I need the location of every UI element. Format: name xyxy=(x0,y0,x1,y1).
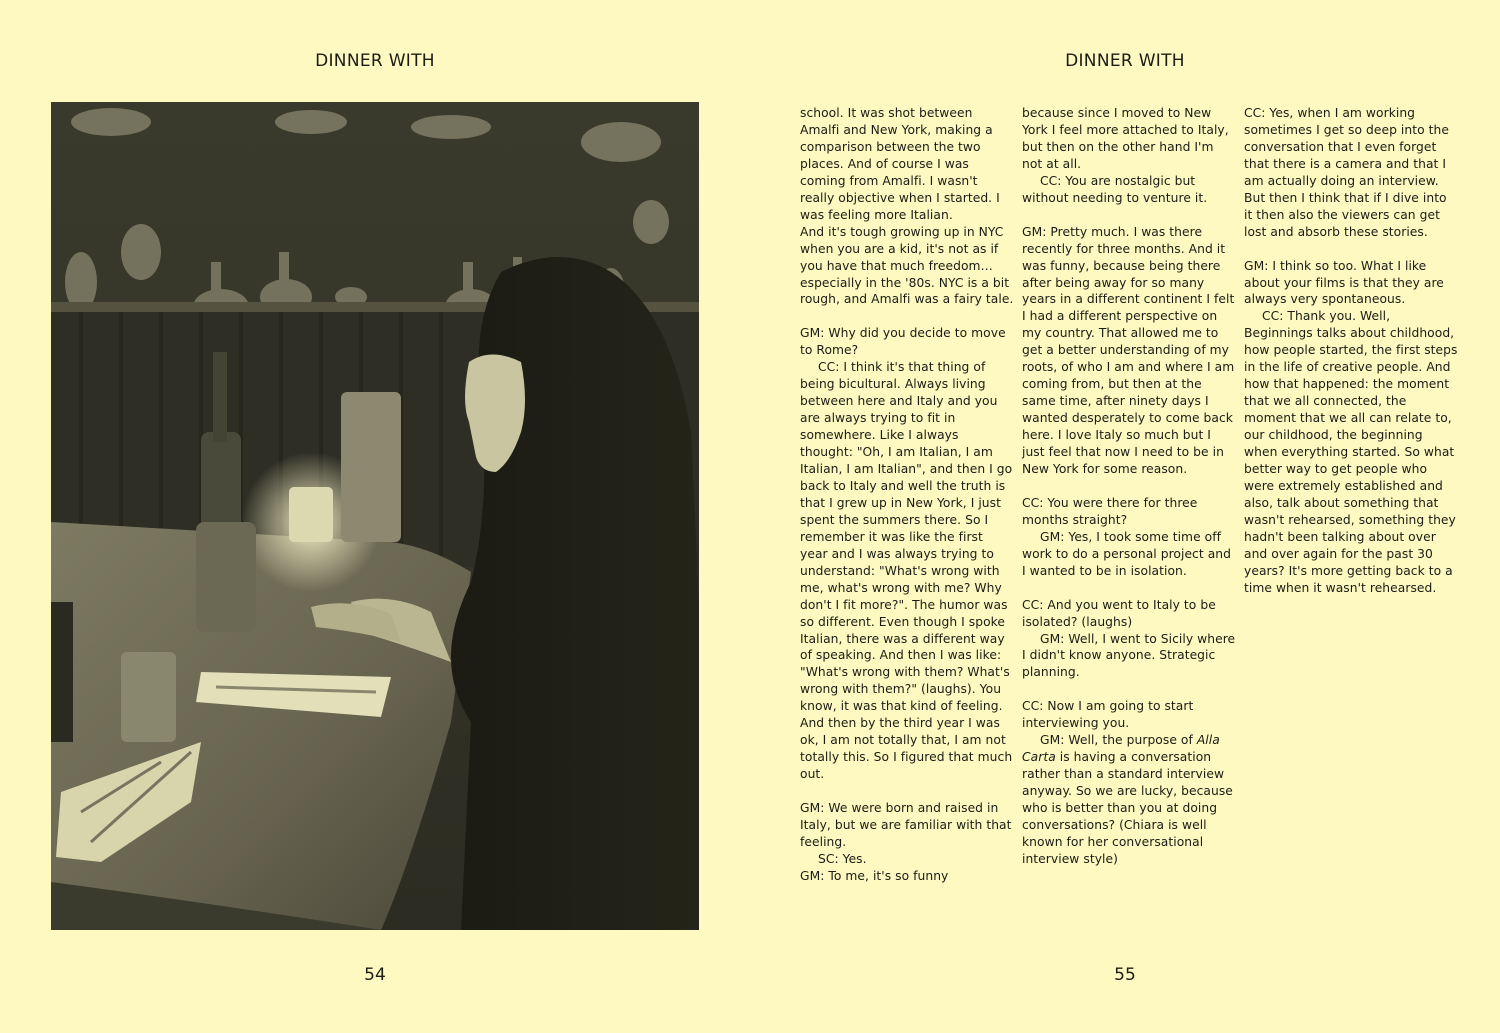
text-run: GM: Well, the purpose of xyxy=(1040,733,1197,748)
paragraph: CC: Thank you. Well, Beginnings talks about childhood, how people started, the first steps in the life of creative people. And how that happened: the moment that we all connected, the moment that we all can relate to, our childhood, the beginning when everything started. So what better way to get people who were extremely established and also, talk about something that wasn't rehearsed, something they hadn't been talking about over and over again for the past 30 years? It's more getting back to a time when it wasn't rehearsed. xyxy=(1244,309,1458,595)
paragraph: GM: We were born and raised in Italy, but we are familiar with that feeling. xyxy=(800,801,1012,849)
paragraph: GM: Yes, I took some time off work to do a personal project and I wanted to be in isolation. xyxy=(1022,529,1231,578)
paragraph: GM: Pretty much. I was there recently for three months. And it was funny, because being there after being away for so many years in a different continent I felt I had a different perspective on my country. That allowed me to get a better understanding of my roots, of who I am and where I am coming from, but then at the same time, after ninety days I wanted desperately to come back here. I love Italy so much but I just feel that now I need to be in New York for some reason. xyxy=(1022,224,1235,476)
paragraph: CC: Now I am going to start interviewing you. xyxy=(1022,699,1194,731)
text-column-2 xyxy=(1022,105,1236,868)
paragraph: GM: Why did you decide to move to Rome? xyxy=(800,326,1006,358)
paragraph: school. It was shot between Amalfi and New York, making a comparison between the two places. And of course I was coming from Amalfi. I wasn't really objective when I started. I was feeling more Italian. xyxy=(800,106,1000,222)
running-head-right: DINNER WITH xyxy=(1065,51,1185,71)
paragraph: CC: You were there for three months straight? xyxy=(1022,495,1198,527)
text-column-1 xyxy=(800,105,1014,885)
text-run: is having a conversation rather than a standard interview anyway. So we are lucky, because who is better than you at doing conversations? (Chiara is well known for her conversational interview style) xyxy=(1022,750,1233,866)
paragraph: GM: Well, I went to Sicily where I didn't know anyone. Strategic planning. xyxy=(1022,631,1236,680)
magazine-title: Alla Carta xyxy=(1022,733,1220,765)
paragraph: GM: To me, it's so funny xyxy=(800,868,949,883)
paragraph: And it's tough growing up in NYC when you are a kid, it's not as if you have that much freedom… especially in the '80s. NYC is a bit rough, and Amalfi was a fairy tale. xyxy=(800,224,1014,307)
paragraph: CC: Yes, when I am working sometimes I get so deep into the conversation that I even forget that there is a camera and that I am actually doing an interview. But then I think that if I dive into it then also the viewers can get lost and absorb these stories. xyxy=(1244,106,1449,239)
paragraph: CC: I think it's that thing of being bicultural. Always living between here and Italy and you are always trying to fit in somewhere. Like I always thought: "Oh, I am Italian, I am Italian, I am Italian", and then I go back to Italy and well the truth is that I grew up in New York, I just spent the summers there. So I remember it was like the first year and I was always trying to understand: "What's wrong with me, what's wrong with me? Why don't I fit more?". The humor was so different. Even though I spoke Italian, there was a different way of speaking. And then I was like: "What's wrong with them? What's wrong with them?" (laughs). You know, it was that kind of feeling. And then by the third year I was ok, I am not totally that, I am not totally this. So I figured that much out. xyxy=(800,360,1013,782)
text-column-3 xyxy=(1244,105,1458,597)
paragraph: because since I moved to New York I feel more attached to Italy, but then on the other hand I'm not at all. xyxy=(1022,106,1229,171)
paragraph: CC: And you went to Italy to be isolated? (laughs) xyxy=(1022,597,1216,629)
page-number-right: 55 xyxy=(1114,965,1136,985)
right-page xyxy=(750,0,1500,1033)
paragraph: GM: I think so too. What I like about your films is that they are always very spontaneous. xyxy=(1244,258,1444,307)
paragraph xyxy=(1022,732,1236,868)
photo-woman-at-diner-table xyxy=(51,102,699,930)
photo-illustration xyxy=(51,102,699,930)
paragraph: CC: You are nostalgic but without needing to venture it. xyxy=(1022,173,1208,205)
paragraph: SC: Yes. xyxy=(818,851,867,866)
running-head-left: DINNER WITH xyxy=(315,51,435,71)
page-number-left: 54 xyxy=(364,965,386,985)
